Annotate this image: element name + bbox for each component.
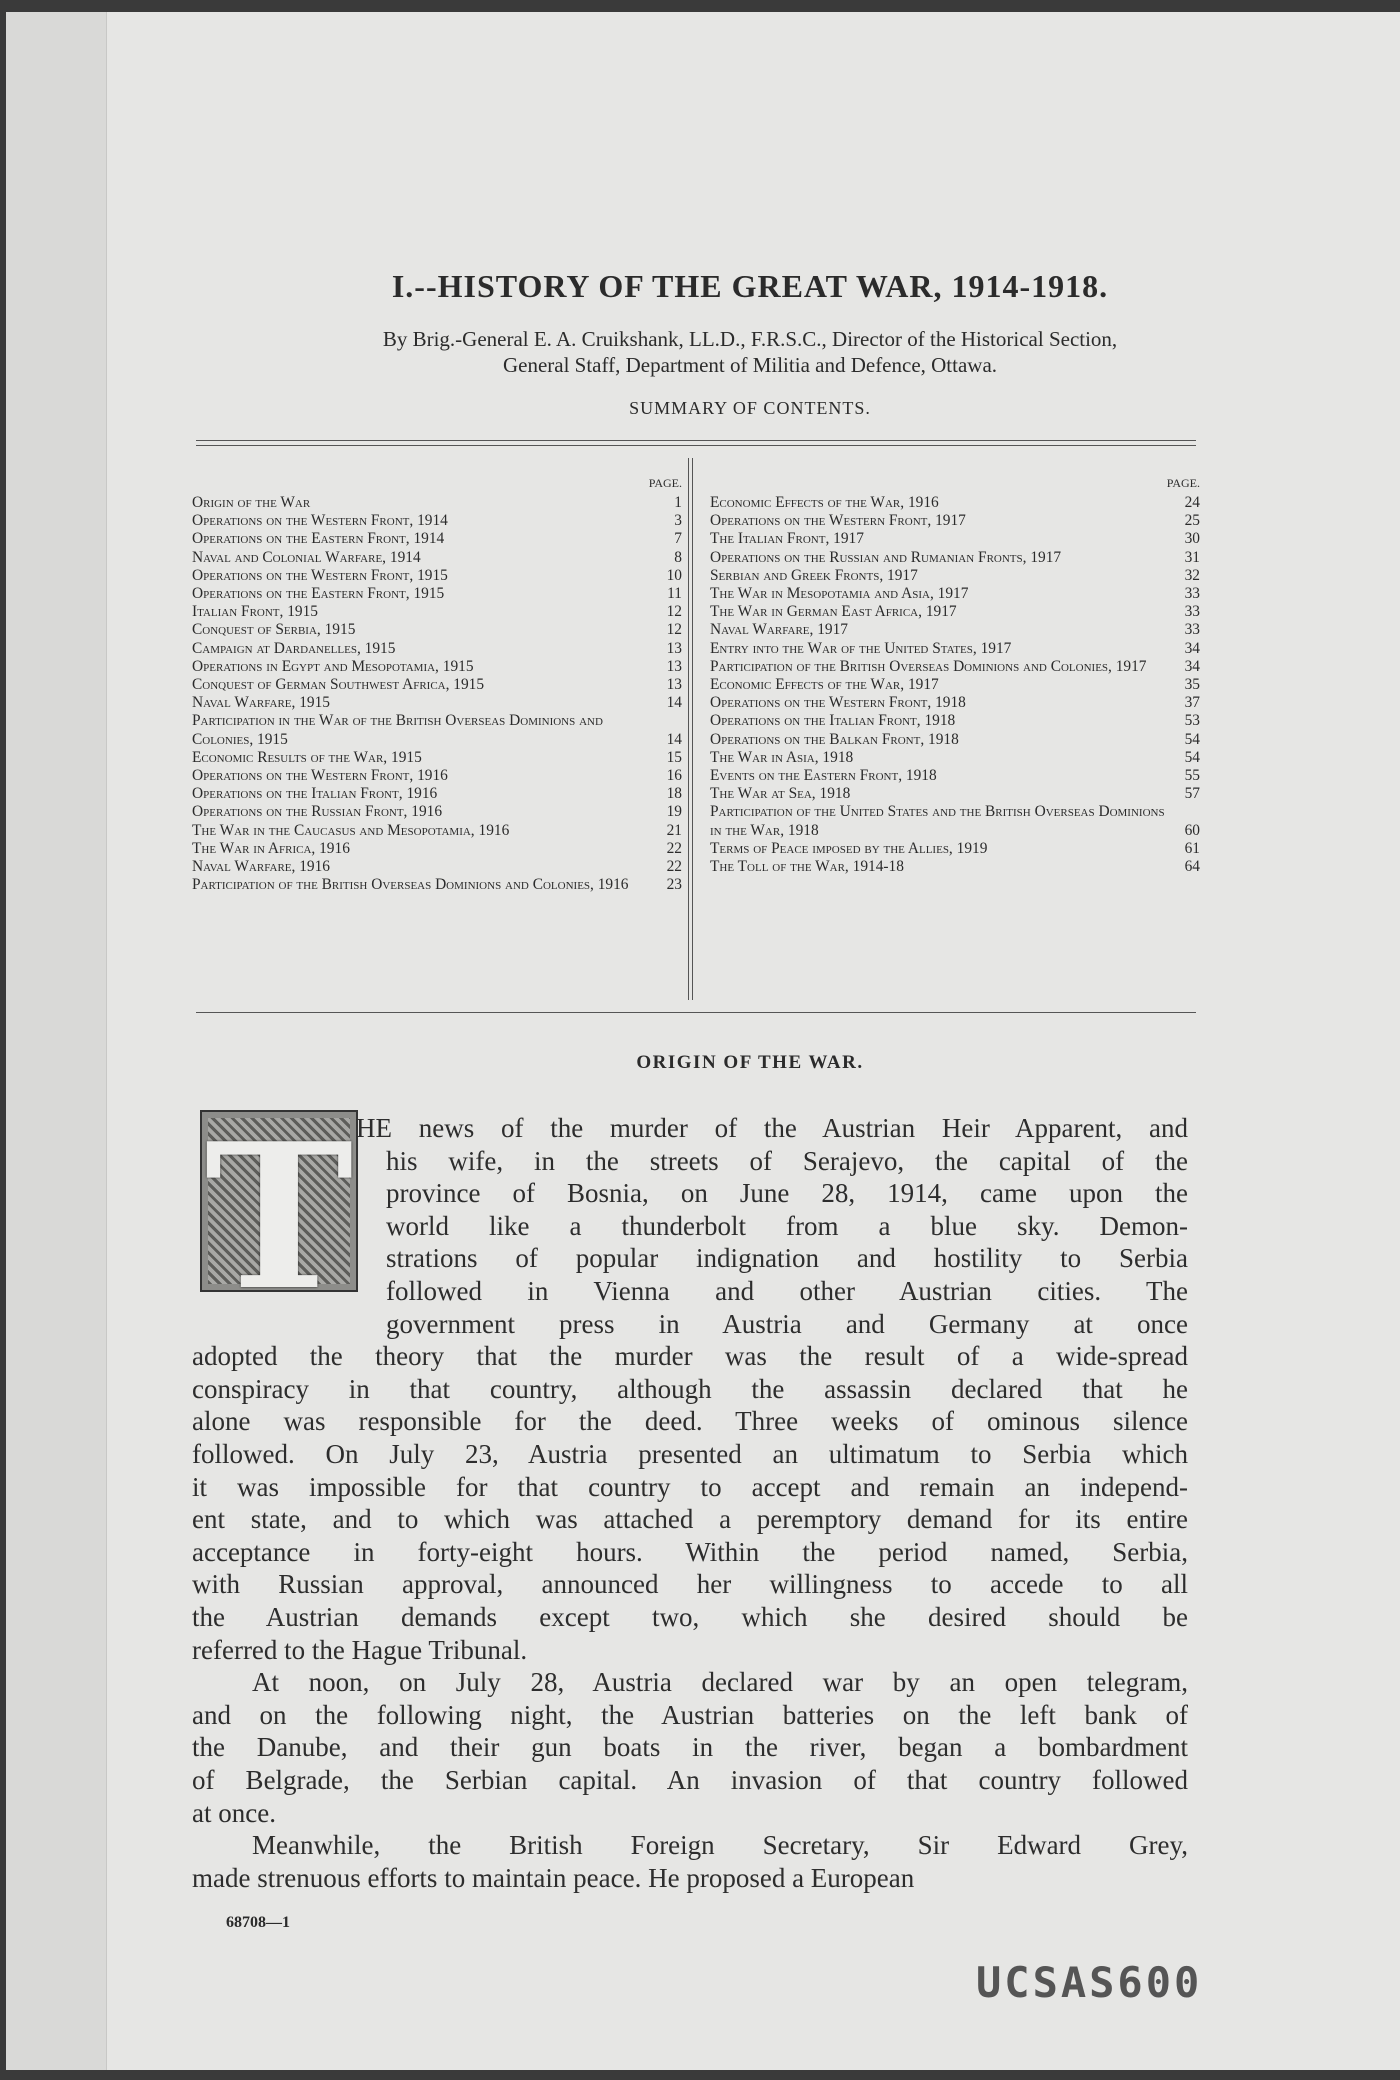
section-heading: ORIGIN OF THE WAR. <box>636 1052 864 1073</box>
body-line: followed. On July 23, Austria presented an ultimatum to Serbia which <box>192 1439 1188 1469</box>
top-rule-2 <box>196 445 1196 446</box>
toc-entry-label: The War in the Caucasus and Mesopotamia, 1916 <box>192 821 510 839</box>
toc-entry <box>710 530 1200 548</box>
toc-entry-label: Origin of the War <box>192 494 311 511</box>
toc-left-column <box>192 476 682 894</box>
toc-entry-label: Conquest of German Southwest Africa, 1915 <box>192 676 485 694</box>
toc-entry-page: 54 <box>1184 748 1200 766</box>
toc-entry-label: Economic Effects of the War, 1916 <box>710 494 939 511</box>
toc-entry <box>710 749 1200 767</box>
toc-entry-label: Operations on the Western Front, 1916 <box>192 767 448 785</box>
toc-entry <box>710 621 1200 639</box>
toc-page-label: PAGE. <box>1166 476 1200 490</box>
toc-entry <box>192 512 682 530</box>
toc-entry-label: Conquest of Serbia, 1915 <box>192 621 356 639</box>
toc-entry-label: Operations on the Russian Front, 1916 <box>192 803 443 821</box>
toc-entry <box>710 676 1200 694</box>
toc-entry-page: 34 <box>1184 639 1200 657</box>
body-line: at once. <box>192 1797 276 1828</box>
toc-entry <box>710 840 1200 858</box>
toc-entry <box>710 858 1200 876</box>
toc-entry <box>710 712 1200 730</box>
bottom-rule <box>196 1012 1196 1013</box>
drop-cap-letter: T <box>204 1110 354 1292</box>
toc-entry <box>192 767 682 785</box>
toc-entry-page: 61 <box>1184 839 1200 857</box>
toc-entry-page: 13 <box>666 657 682 675</box>
toc-entry-label: The Toll of the War, 1914-18 <box>710 858 904 876</box>
toc-entry-page: 64 <box>1184 858 1200 876</box>
toc-entry <box>710 494 1200 512</box>
toc-entry-page: 10 <box>666 566 682 584</box>
toc-entry <box>710 803 1200 839</box>
toc-entry <box>710 585 1200 603</box>
body-line: made strenuous efforts to maintain peace. He proposed a European <box>192 1862 915 1893</box>
toc-entry-label: The War in Asia, 1918 <box>710 748 854 766</box>
toc-entry-page: 25 <box>1184 512 1200 530</box>
toc-entry-page: 15 <box>666 748 682 766</box>
toc-entry-page: 35 <box>1184 676 1200 694</box>
toc-entry-label: Operations on the Balkan Front, 1918 <box>710 730 959 748</box>
toc-entry-page: 21 <box>666 821 682 839</box>
toc-entry <box>192 567 682 585</box>
body-line: of Belgrade, the Serbian capital. An invasion of that country followed <box>192 1765 1188 1795</box>
toc-entry <box>710 658 1200 676</box>
toc-entry-page: 33 <box>1184 621 1200 639</box>
body-line: conspiracy in that country, although the assassin declared that he <box>192 1373 1188 1404</box>
toc-entry <box>192 549 682 567</box>
toc-entry-page: 30 <box>1184 530 1200 548</box>
toc-entry <box>192 603 682 621</box>
footer-number: 68708—1 <box>226 1914 290 1931</box>
toc-entry-label: Naval Warfare, 1917 <box>710 621 848 639</box>
byline-line-2: General Staff, Department of Militia and Defence, Ottawa. <box>502 353 998 377</box>
toc-entry-page: 55 <box>1184 767 1200 785</box>
body-line: it was impossible for that country to accept and remain an independ- <box>192 1471 1188 1502</box>
toc-entry <box>192 822 682 840</box>
toc-entry-page: 60 <box>1184 821 1200 839</box>
toc-entry-label: Naval and Colonial Warfare, 1914 <box>192 548 421 566</box>
body-line: province of Bosnia, on June 28, 1914, came upon the <box>386 1178 1188 1209</box>
toc-entry-page: 37 <box>1184 694 1200 712</box>
toc-entry <box>710 549 1200 567</box>
toc-entry-page: 24 <box>1184 494 1200 511</box>
toc-entry-page: 33 <box>1184 585 1200 603</box>
toc-entry <box>192 676 682 694</box>
toc-entry-label: Italian Front, 1915 <box>192 603 319 621</box>
toc-entry-label: Participation of the United States and the British Overseas Dominions in the War, 1918 <box>710 803 1165 839</box>
toc-entry-page: 22 <box>666 858 682 876</box>
toc-entry-page: 23 <box>666 876 682 894</box>
toc-entry-page: 31 <box>1184 548 1200 566</box>
toc-entry-label: Operations on the Italian Front, 1918 <box>710 712 956 730</box>
toc-entry-label: Operations on the Russian and Rumanian Fronts, 1917 <box>710 548 1062 566</box>
toc-entry-page: 3 <box>674 512 682 530</box>
column-divider-2 <box>692 458 693 1000</box>
toc-entry <box>192 840 682 858</box>
body-line: government press in Austria and Germany at once <box>386 1308 1188 1339</box>
toc-entry-label: The War in Mesopotamia and Asia, 1917 <box>710 585 969 603</box>
toc-entry <box>192 621 682 639</box>
toc-entry-label: Operations on the Eastern Front, 1915 <box>192 585 445 603</box>
toc-entry-page: 19 <box>666 803 682 821</box>
body-line: Meanwhile, the British Foreign Secretary, Sir Edward Grey, <box>252 1830 1188 1861</box>
toc-entry <box>192 712 682 748</box>
toc-entry-label: Participation in the War of the British Overseas Dominions and Colonies, 1915 <box>192 712 603 748</box>
toc-entry-page: 8 <box>674 548 682 566</box>
toc-entry-label: The Italian Front, 1917 <box>710 530 864 548</box>
toc-entry-label: Operations on the Western Front, 1914 <box>192 512 448 530</box>
toc-entry <box>192 530 682 548</box>
toc-entry-label: The War in Africa, 1916 <box>192 839 350 857</box>
toc-entry <box>192 749 682 767</box>
toc-entry-label: Operations in Egypt and Mesopotamia, 1915 <box>192 657 474 675</box>
body-line: his wife, in the streets of Serajevo, the capital of the <box>386 1145 1188 1176</box>
toc-entry-page: 12 <box>666 621 682 639</box>
body-line: the Austrian demands except two, which she desired should be <box>192 1602 1188 1632</box>
toc-entry-label: Campaign at Dardanelles, 1915 <box>192 639 396 657</box>
toc-entry-page: 13 <box>666 676 682 694</box>
body-line: At noon, on July 28, Austria declared war by an open telegram, <box>252 1667 1188 1698</box>
toc-entry <box>710 767 1200 785</box>
toc-entry <box>192 876 682 894</box>
toc-entry-label: Participation of the British Overseas Dominions and Colonies, 1916 <box>192 876 629 894</box>
toc-entry <box>710 731 1200 749</box>
body-line: strations of popular indignation and hostility to Serbia <box>386 1243 1188 1274</box>
toc-entry-page: 54 <box>1184 730 1200 748</box>
toc-entry-page: 14 <box>666 694 682 712</box>
toc-entry-label: The War at Sea, 1918 <box>710 785 851 803</box>
toc-entry-label: Terms of Peace imposed by the Allies, 1919 <box>710 839 988 857</box>
toc-entry-page: 14 <box>666 730 682 748</box>
toc-entry <box>192 858 682 876</box>
toc-entry-label: Operations on the Western Front, 1918 <box>710 694 966 712</box>
toc-entry-label: Operations on the Italian Front, 1916 <box>192 785 438 803</box>
toc-entry-page: 18 <box>666 785 682 803</box>
toc-entry-label: Serbian and Greek Fronts, 1917 <box>710 566 918 584</box>
column-divider-1 <box>688 458 689 1000</box>
body-line: referred to the Hague Tribunal. <box>192 1634 528 1665</box>
toc-entry <box>192 640 682 658</box>
toc-entry-label: Operations on the Western Front, 1917 <box>710 512 966 530</box>
document-title: I.--HISTORY OF THE GREAT WAR, 1914-1918. <box>391 268 1109 304</box>
toc-entry-page: 13 <box>666 639 682 657</box>
toc-entry-label: Events on the Eastern Front, 1918 <box>710 767 937 785</box>
body-line: acceptance in forty-eight hours. Within the period named, Serbia, <box>192 1536 1188 1567</box>
toc-right-list <box>710 494 1200 876</box>
toc-entry-page: 34 <box>1184 657 1200 675</box>
body-line: the Danube, and their gun boats in the river, began a bombardment <box>192 1732 1188 1763</box>
toc-entry-page: 7 <box>674 530 682 548</box>
library-stamp: UCSAS600 <box>976 1958 1203 2007</box>
body-line: with Russian approval, announced her willingness to accede to all <box>192 1569 1188 1600</box>
toc-entry <box>710 785 1200 803</box>
toc-entry <box>192 785 682 803</box>
toc-entry-label: Naval Warfare, 1915 <box>192 694 330 712</box>
toc-entry <box>192 494 682 512</box>
byline-line-1: By Brig.-General E. A. Cruikshank, LL.D., F.R.S.C., Director of the Historical Section, <box>382 327 1118 351</box>
toc-entry-page: 11 <box>667 585 682 603</box>
toc-entry-label: Economic Results of the War, 1915 <box>192 748 422 766</box>
toc-entry-page: 22 <box>666 839 682 857</box>
toc-entry <box>192 694 682 712</box>
toc-entry-label: Economic Effects of the War, 1917 <box>710 676 939 694</box>
summary-heading: SUMMARY OF CONTENTS. <box>629 398 871 418</box>
body-line: and on the following night, the Austrian batteries on the left bank of <box>192 1699 1188 1730</box>
toc-entry-page: 57 <box>1184 785 1200 803</box>
toc-entry-page: 1 <box>674 494 682 511</box>
toc-left-list <box>192 494 682 894</box>
toc-entry <box>192 803 682 821</box>
toc-entry-label: The War in German East Africa, 1917 <box>710 603 957 621</box>
byline <box>180 326 1320 378</box>
toc-page-label: PAGE. <box>648 476 682 490</box>
toc-entry <box>710 694 1200 712</box>
toc-entry <box>192 585 682 603</box>
toc-entry-page: 53 <box>1184 712 1200 730</box>
toc-entry-page: 32 <box>1184 566 1200 584</box>
toc-entry <box>192 658 682 676</box>
body-line: world like a thunderbolt from a blue sky. Demon- <box>386 1210 1188 1241</box>
body-line: adopted the theory that the murder was the result of a wide-spread <box>192 1341 1188 1372</box>
toc-entry-page: 33 <box>1184 603 1200 621</box>
page-gutter <box>6 12 107 2070</box>
toc-entry <box>710 640 1200 658</box>
body-line: ent state, and to which was attached a peremptory demand for its entire <box>192 1504 1188 1535</box>
toc-entry-label: Entry into the War of the United States, 1917 <box>710 639 1012 657</box>
body-line: followed in Vienna and other Austrian cities. The <box>386 1276 1188 1306</box>
toc-entry <box>710 512 1200 530</box>
toc-entry-page: 12 <box>666 603 682 621</box>
toc-right-column <box>710 476 1200 876</box>
toc-entry-label: Naval Warfare, 1916 <box>192 858 330 876</box>
drop-cap-ornament <box>200 1110 358 1292</box>
toc-entry-label: Participation of the British Overseas Dominions and Colonies, 1917 <box>710 657 1147 675</box>
toc-entry-page: 16 <box>666 767 682 785</box>
toc-entry <box>710 603 1200 621</box>
body-line: alone was responsible for the deed. Three weeks of ominous silence <box>192 1406 1188 1437</box>
top-rule-1 <box>196 440 1196 441</box>
body-line: HE news of the murder of the Austrian Heir Apparent, and <box>356 1113 1188 1143</box>
toc-entry-label: Operations on the Western Front, 1915 <box>192 566 448 584</box>
toc-entry <box>710 567 1200 585</box>
toc-entry-label: Operations on the Eastern Front, 1914 <box>192 530 445 548</box>
